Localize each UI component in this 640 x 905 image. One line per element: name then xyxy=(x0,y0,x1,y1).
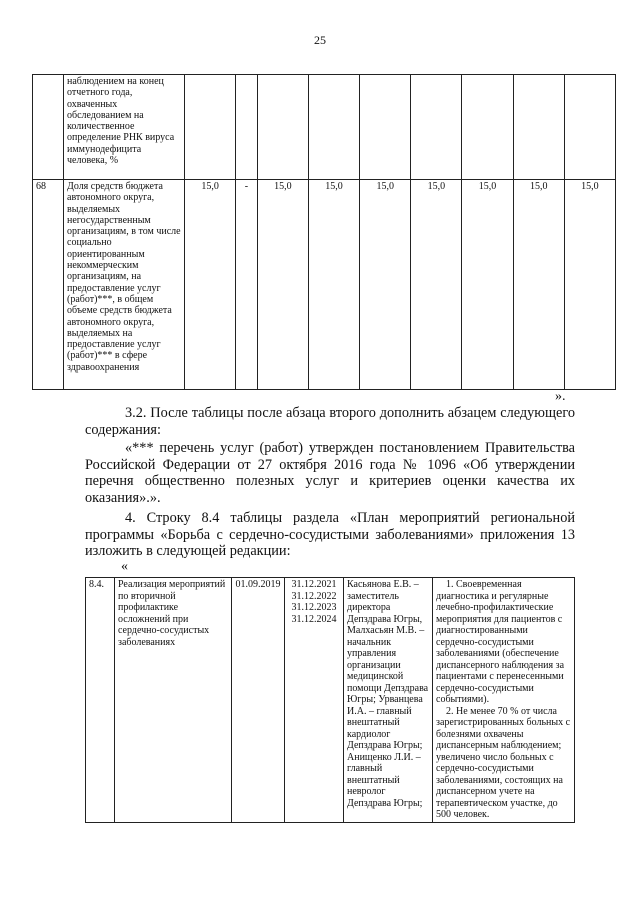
table-row xyxy=(33,180,616,390)
value-cell: 15,0 xyxy=(564,180,615,390)
indicator-description: наблюдением на конец отчетного года, охваченных обследованием на количественное определение РНК вируса иммунодефицита человека, % xyxy=(64,75,185,180)
value-cell xyxy=(513,75,564,180)
value-cell xyxy=(360,75,411,180)
measure-name: Реализация мероприятий по вторичной профилактике осложнений при сердечно-сосудистых заболеваниях xyxy=(115,578,232,823)
value-cell: 15,0 xyxy=(308,180,359,390)
row-number-cell: 68 xyxy=(33,180,64,390)
result-item: 2. Не менее 70 % от числа зарегистрированных больных с болезнями охвачены диспансерным наблюдением; увеличено число больных с сердечно-сосудистыми заболеваниями, состоящих на диспансерном учете на терапевтическом участке, до 500 человек. xyxy=(436,705,571,820)
value-cell xyxy=(185,75,236,180)
value-cell xyxy=(308,75,359,180)
value-cell: 15,0 xyxy=(462,180,513,390)
value-cell: 15,0 xyxy=(411,180,462,390)
end-date: 31.12.2022 xyxy=(291,590,337,602)
indicators-table xyxy=(32,74,616,390)
indicator-description: Доля средств бюджета автономного округа, выделяемых негосударственным организациям, в том числе социально ориентированным некоммерческим организациям, на предоставление услуг (работ)***, в общем объеме средств бюджета автономного округа, выделяемых на предоставление услуг (работ)*** в сфере здравоохранения xyxy=(64,180,185,390)
end-date: 31.12.2024 xyxy=(291,613,337,625)
value-cell xyxy=(411,75,462,180)
closing-quote: ». xyxy=(555,389,566,404)
value-cell: - xyxy=(236,180,258,390)
table-row xyxy=(86,578,575,823)
responsible-persons: Касьянова Е.В. – заместитель директора Депздрава Югры, Малхасьян М.В. – начальник управления организации медицинской помощи Депздрава Югры; Урванцева И.А. – главный внештатный кардиолог Депздрава Югры; Анищенко Л.И. – главный внештатный невролог Депздрава Югры; xyxy=(344,578,433,823)
value-cell xyxy=(564,75,615,180)
paragraph-footnote: «*** перечень услуг (работ) утвержден постановлением Правительства Российской Федерации от 27 октября 2016 года № 1096 «Об утверждении перечня общественно полезных услуг и критериев оценки качества их оказания».». xyxy=(85,440,575,506)
page-number: 25 xyxy=(314,33,326,47)
row-number-cell xyxy=(33,75,64,180)
opening-quote: « xyxy=(121,559,128,574)
end-date: 31.12.2021 xyxy=(291,579,337,590)
value-cell: 15,0 xyxy=(257,180,308,390)
value-cell xyxy=(236,75,258,180)
paragraph-3-2: 3.2. После таблицы после абзаца второго дополнить абзацем следующего содержания: xyxy=(85,405,575,438)
action-plan-table xyxy=(85,577,575,823)
value-cell xyxy=(257,75,308,180)
row-number-cell: 8.4. xyxy=(86,578,115,823)
end-dates-cell xyxy=(285,578,344,823)
value-cell xyxy=(462,75,513,180)
paragraph-4: 4. Строку 8.4 таблицы раздела «План мероприятий региональной программы «Борьба с сердечно-сосудистыми заболеваниями» приложения 13 изложить в следующей редакции: xyxy=(85,510,575,559)
value-cell: 15,0 xyxy=(360,180,411,390)
result-item: 1. Своевременная диагностика и регулярные лечебно-профилактические мероприятия для пациентов с диагностированными сердечно-сосудистыми заболеваниями (обеспечение диспансерного наблюдения за пациентами с перенесенными сердечно-сосудистыми событиями). xyxy=(436,579,565,705)
expected-results-cell xyxy=(433,578,575,823)
value-cell: 15,0 xyxy=(185,180,236,390)
table-row xyxy=(33,75,616,180)
end-date: 31.12.2023 xyxy=(291,602,337,613)
start-date: 01.09.2019 xyxy=(232,578,285,823)
value-cell: 15,0 xyxy=(513,180,564,390)
